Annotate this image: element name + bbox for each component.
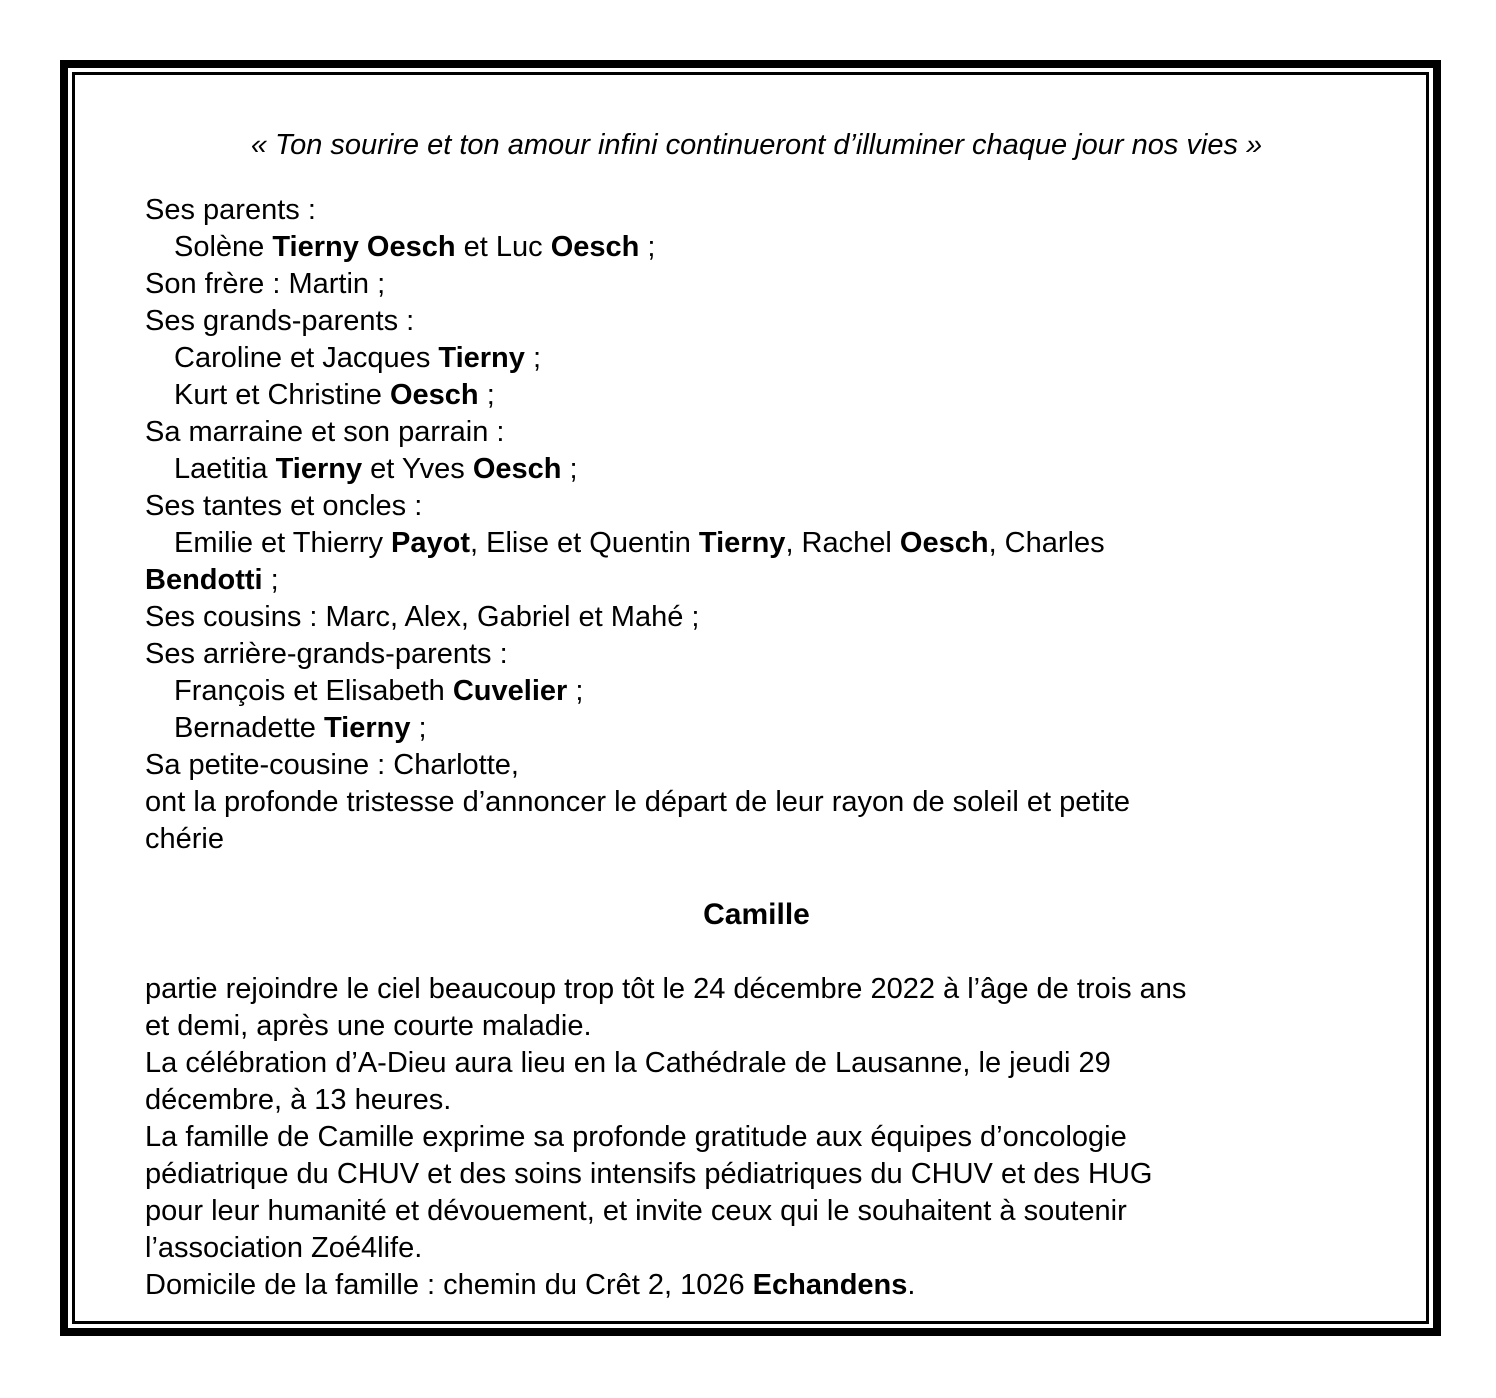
text-line [145,229,1368,266]
text-run: Ses grands-parents : [145,305,415,337]
text-line [145,599,1368,636]
announcement-card [72,72,1429,1324]
memorial-quote: « Ton sourire et ton amour infini continueront d’illuminer chaque jour nos vies » [250,129,1263,161]
text-line [145,784,1368,821]
text-line [145,971,1368,1008]
text-run: ont la profonde tristesse d’annoncer le départ de leur rayon de soleil et petite [145,786,1131,818]
text-run: pédiatrique du CHUV et des soins intensifs pédiatriques du CHUV et des HUG [145,1158,1153,1190]
family-name-bold: Echandens [752,1269,908,1301]
text-line [145,488,1368,525]
text-line [145,710,1368,747]
text-line [145,1119,1368,1156]
text-run: et Luc [455,231,551,263]
deceased-name: Camille [703,898,810,931]
text-line [145,1082,1368,1119]
text-run: , Charles [988,527,1105,559]
text-line [145,192,1368,229]
text-line [145,377,1368,414]
text-run: . [907,1269,916,1301]
text-run: et demi, après une courte maladie. [145,1010,592,1042]
text-run: Sa marraine et son parrain : [145,416,505,448]
text-line [145,451,1368,488]
text-run: Sa petite-cousine : Charlotte, [145,749,519,781]
text-run: La famille de Camille exprime sa profonde gratitude aux équipes d’oncologie [145,1121,1127,1153]
text-run: La célébration d’A-Dieu aura lieu en la Cathédrale de Lausanne, le jeudi 29 [145,1047,1111,1079]
text-run: , Rachel [785,527,900,559]
text-run: , Elise et Quentin [470,527,699,559]
text-run: François et Elisabeth [174,675,453,707]
text-run: Solène [174,231,273,263]
family-name-bold: Cuvelier [452,675,568,707]
text-line [145,636,1368,673]
family-name-bold: Tierny Oesch [272,231,456,263]
text-run: Bernadette [174,712,324,744]
text-run: décembre, à 13 heures. [145,1084,452,1116]
text-line [145,1156,1368,1193]
text-run: Ses parents : [145,194,316,226]
announcement-details [145,971,1368,1304]
family-name-bold: Tierny [275,453,363,485]
text-line [145,562,1368,599]
text-run: Emilie et Thierry [174,527,392,559]
text-run: partie rejoindre le ciel beaucoup trop tôt le 24 décembre 2022 à l’âge de trois ans [145,973,1187,1005]
family-name-bold: Oesch [550,231,640,263]
text-line [145,414,1368,451]
family-name-bold: Bendotti [145,564,263,596]
family-list [145,192,1368,858]
text-line [145,673,1368,710]
text-run: l’association Zoé4life. [145,1232,423,1264]
text-run: ; [561,453,578,485]
text-run: Ses tantes et oncles : [145,490,423,522]
text-line [145,747,1368,784]
text-run: ; [262,564,279,596]
family-name-bold: Tierny [438,342,525,374]
family-name-bold: Tierny [323,712,411,744]
family-name-bold: Oesch [389,379,479,411]
text-run: ; [567,675,584,707]
text-line [145,1267,1368,1304]
text-run: et Yves [362,453,473,485]
text-line [145,1193,1368,1230]
text-run: ; [478,379,495,411]
family-name-bold: Payot [391,527,471,559]
text-run: Domicile de la famille : chemin du Crêt 2, 1026 [145,1269,753,1301]
text-run: chérie [145,823,224,855]
text-line [145,1045,1368,1082]
text-run: Caroline et Jacques [174,342,439,374]
family-name-bold: Tierny [698,527,786,559]
text-run: Laetitia [174,453,276,485]
text-line [145,525,1368,562]
text-run: pour leur humanité et dévouement, et invite ceux qui le souhaitent à soutenir [145,1195,1127,1227]
text-line [145,266,1368,303]
text-run: Son frère : Martin ; [145,268,386,300]
family-name-bold: Oesch [472,453,562,485]
text-run: ; [524,342,542,374]
text-run: Ses cousins : Marc, Alex, Gabriel et Mahé ; [145,601,700,633]
family-name-bold: Oesch [899,527,989,559]
text-run: Kurt et Christine [174,379,390,411]
text-run: ; [410,712,427,744]
text-line [145,821,1368,858]
text-line [145,303,1368,340]
decorative-double-border [60,60,1441,1336]
text-run: ; [639,231,656,263]
text-line [145,340,1368,377]
text-line [145,1230,1368,1267]
text-line [145,1008,1368,1045]
text-run: Ses arrière-grands-parents : [145,638,508,670]
